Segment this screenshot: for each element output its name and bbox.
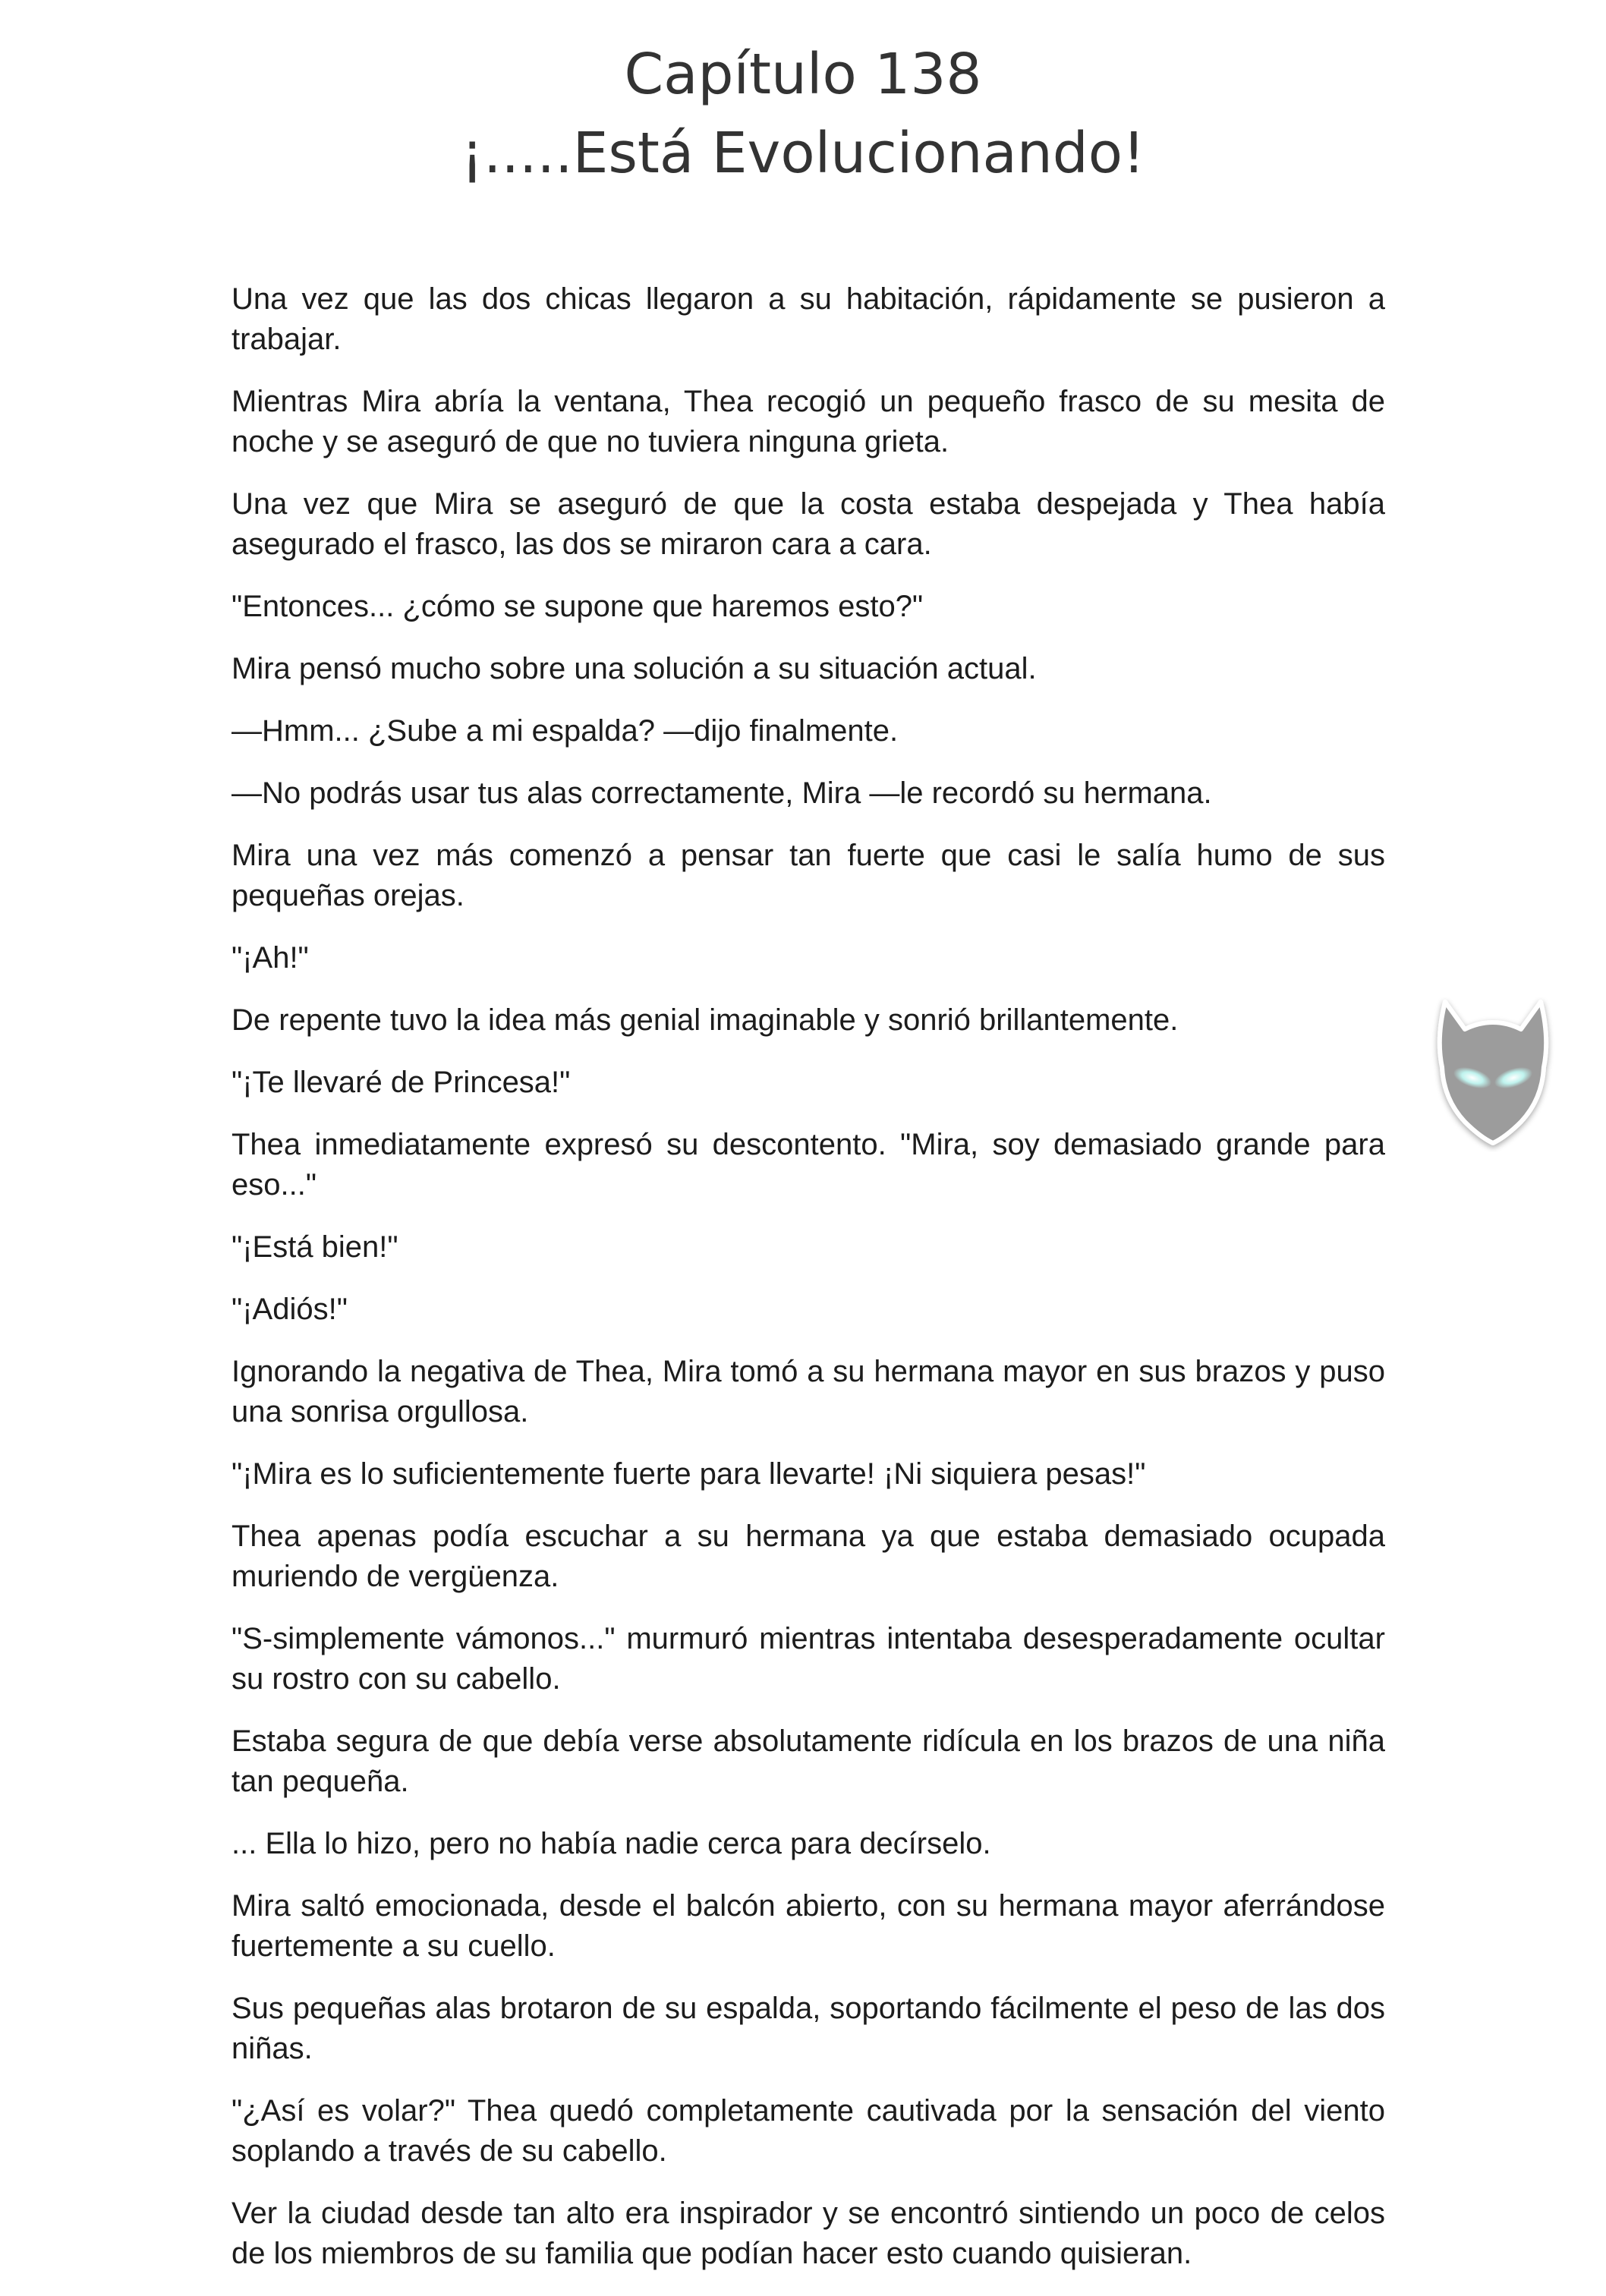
chapter-title: ¡.....Está Evolucionando! — [461, 121, 1145, 186]
paragraph-1: Una vez que las dos chicas llegaron a su habitación, rápidamente se pusieron a trabajar. — [231, 282, 1385, 356]
paragraph-19: Estaba segura de que debía verse absolutamente ridícula en los brazos de una niña tan pequeña. — [231, 1724, 1385, 1798]
paragraph-23: "¿Así es volar?" Thea quedó completamente cautivada por la sensación del viento soplando a través de su cabello. — [231, 2094, 1385, 2168]
paragraph-10: De repente tuvo la idea más genial imaginable y sonrió brillantemente. — [231, 1003, 1179, 1037]
paragraph-22: Sus pequeñas alas brotaron de su espalda, soportando fácilmente el peso de las dos niñas. — [231, 1992, 1385, 2065]
paragraph-21: Mira saltó emocionada, desde el balcón abierto, con su hermana mayor aferrándose fuertemente a su cuello. — [231, 1889, 1385, 1963]
demon-head-icon — [1421, 985, 1565, 1152]
paragraph-6: —Hmm... ¿Sube a mi espalda? —dijo finalmente. — [231, 714, 899, 748]
paragraph-4: "Entonces... ¿cómo se supone que haremos esto?" — [231, 590, 924, 623]
paragraph-13: "¡Está bien!" — [231, 1230, 398, 1264]
paragraph-14: "¡Adiós!" — [231, 1293, 348, 1326]
paragraph-17: Thea apenas podía escuchar a su hermana ya que estaba demasiado ocupada muriendo de vergüenza. — [231, 1520, 1385, 1593]
chapter-header — [0, 35, 1606, 193]
paragraph-8: Mira una vez más comenzó a pensar tan fuerte que casi le salía humo de sus pequeñas orejas. — [231, 839, 1385, 912]
paragraph-11: "¡Te llevaré de Princesa!" — [231, 1066, 571, 1099]
paragraph-12: Thea inmediatamente expresó su descontento. "Mira, soy demasiado grande para eso..." — [231, 1128, 1385, 1202]
paragraph-24: Ver la ciudad desde tan alto era inspirador y se encontró sintiendo un poco de celos de los miembros de su familia que podían hacer esto cuando quisieran. — [231, 2197, 1385, 2270]
paragraph-9: "¡Ah!" — [231, 941, 309, 975]
paragraph-15: Ignorando la negativa de Thea, Mira tomó a su hermana mayor en sus brazos y puso una sonrisa orgullosa. — [231, 1355, 1385, 1428]
chapter-body — [231, 279, 1385, 2296]
paragraph-16: "¡Mira es lo suficientemente fuerte para llevarte! ¡Ni siquiera pesas!" — [231, 1457, 1146, 1491]
paragraph-7: —No podrás usar tus alas correctamente, Mira —le recordó su hermana. — [231, 776, 1212, 810]
paragraph-18: "S-simplemente vámonos..." murmuró mientras intentaba desesperadamente ocultar su rostro con su cabello. — [231, 1622, 1385, 1696]
paragraph-5: Mira pensó mucho sobre una solución a su situación actual. — [231, 652, 1037, 685]
paragraph-20: ... Ella lo hizo, pero no había nadie cerca para decírselo. — [231, 1827, 991, 1860]
paragraph-3: Una vez que Mira se aseguró de que la costa estaba despejada y Thea había asegurado el frasco, las dos se miraron cara a cara. — [231, 487, 1385, 561]
chapter-number: Capítulo 138 — [624, 42, 982, 107]
paragraph-2: Mientras Mira abría la ventana, Thea recogió un pequeño frasco de su mesita de noche y se aseguró de que no tuviera ninguna grieta. — [231, 385, 1385, 458]
